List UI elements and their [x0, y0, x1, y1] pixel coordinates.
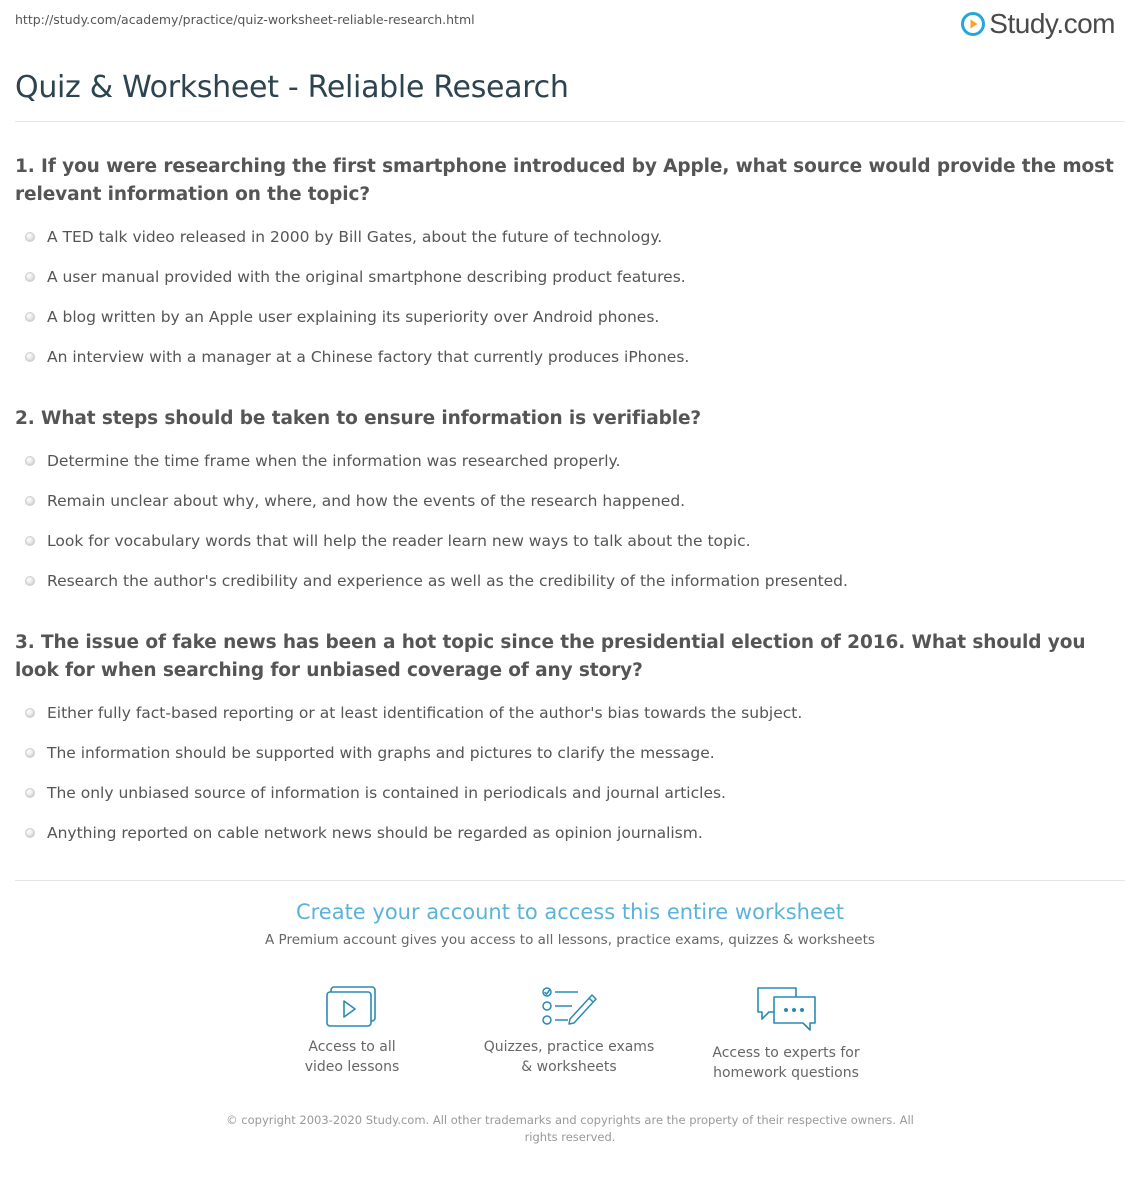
answer-option[interactable]	[15, 337, 1115, 377]
radio-button[interactable]	[25, 828, 35, 838]
answer-label: Either fully fact-based reporting or at least identification of the author's bias towards the subject.	[47, 704, 803, 722]
signup-cta	[0, 900, 1140, 948]
answer-option[interactable]	[15, 521, 1115, 561]
feature-label-line: homework questions	[713, 1065, 859, 1081]
question-2	[15, 405, 1115, 601]
answer-option[interactable]	[15, 297, 1115, 337]
radio-button[interactable]	[25, 788, 35, 798]
radio-button[interactable]	[25, 232, 35, 242]
feature-label	[252, 1037, 452, 1077]
chat-bubbles-icon	[754, 985, 818, 1035]
cta-title-link[interactable]: Create your account to access this entire worksheet	[295, 900, 845, 924]
quiz-checklist-icon	[540, 985, 598, 1029]
study-logo[interactable]	[961, 8, 1115, 40]
answer-label: A blog written by an Apple user explaining its superiority over Android phones.	[47, 308, 660, 326]
radio-button[interactable]	[25, 456, 35, 466]
answer-label: The information should be supported with graphs and pictures to clarify the message.	[47, 744, 715, 762]
feature-label-line: Quizzes, practice exams	[483, 1039, 655, 1055]
radio-button[interactable]	[25, 708, 35, 718]
question-3	[15, 629, 1115, 853]
video-lesson-icon	[325, 985, 379, 1029]
question-text: 3. The issue of fake news has been a hot topic since the presidential election of 2016. What should you look for when searching for unbiased coverage of any story?	[15, 632, 1086, 681]
answer-option[interactable]	[15, 257, 1115, 297]
question-1	[15, 153, 1115, 377]
title-divider	[15, 121, 1125, 122]
feature-label-line: video lessons	[304, 1059, 400, 1075]
feature-video-lessons	[252, 985, 452, 1077]
answer-option[interactable]	[15, 733, 1115, 773]
feature-label	[686, 1043, 886, 1083]
answer-label: Research the author's credibility and experience as well as the credibility of the information presented.	[47, 572, 848, 590]
radio-button[interactable]	[25, 496, 35, 506]
answer-option[interactable]	[15, 561, 1115, 601]
answer-list	[15, 217, 1115, 377]
radio-button[interactable]	[25, 312, 35, 322]
cta-subtitle: A Premium account gives you access to all lessons, practice exams, quizzes & worksheets	[265, 932, 875, 948]
answer-label: A TED talk video released in 2000 by Bill Gates, about the future of technology.	[47, 228, 663, 246]
answer-label: Anything reported on cable network news should be regarded as opinion journalism.	[47, 824, 703, 842]
question-text: 1. If you were researching the first smartphone introduced by Apple, what source would provide the most relevant information on the topic?	[15, 156, 1114, 205]
answer-list	[15, 693, 1115, 853]
play-circle-icon	[961, 12, 985, 36]
answer-option[interactable]	[15, 217, 1115, 257]
radio-button[interactable]	[25, 748, 35, 758]
radio-button[interactable]	[25, 536, 35, 546]
question-text: 2. What steps should be taken to ensure information is verifiable?	[15, 408, 702, 429]
logo-text: Study.com	[989, 8, 1115, 39]
answer-option[interactable]	[15, 813, 1115, 853]
answer-option[interactable]	[15, 773, 1115, 813]
radio-button[interactable]	[25, 576, 35, 586]
radio-button[interactable]	[25, 272, 35, 282]
page-title: Quiz & Worksheet - Reliable Research	[15, 70, 569, 105]
answer-label: An interview with a manager at a Chinese factory that currently produces iPhones.	[47, 348, 690, 366]
answer-label: The only unbiased source of information is contained in periodicals and journal articles.	[47, 784, 726, 802]
answer-list	[15, 441, 1115, 601]
copyright-footer: © copyright 2003-2020 Study.com. All other trademarks and copyrights are the property of their respective owners. All rights reserved.	[226, 1113, 914, 1144]
answer-label: Look for vocabulary words that will help the reader learn new ways to talk about the topic.	[47, 532, 751, 550]
feature-label-line: & worksheets	[521, 1059, 617, 1075]
answer-label: A user manual provided with the original smartphone describing product features.	[47, 268, 686, 286]
answer-option[interactable]	[15, 693, 1115, 733]
answer-label: Determine the time frame when the information was researched properly.	[47, 452, 621, 470]
answer-option[interactable]	[15, 441, 1115, 481]
answer-option[interactable]	[15, 481, 1115, 521]
feature-quizzes	[469, 985, 669, 1077]
radio-button[interactable]	[25, 352, 35, 362]
feature-label	[469, 1037, 669, 1077]
top-bar	[0, 0, 1140, 50]
questions-divider	[15, 880, 1125, 881]
feature-label-line: Access to experts for	[712, 1045, 860, 1061]
feature-experts	[686, 985, 886, 1083]
answer-label: Remain unclear about why, where, and how the events of the research happened.	[47, 492, 686, 510]
page-url: http://study.com/academy/practice/quiz-worksheet-reliable-research.html	[15, 12, 475, 27]
feature-label-line: Access to all	[308, 1039, 396, 1055]
